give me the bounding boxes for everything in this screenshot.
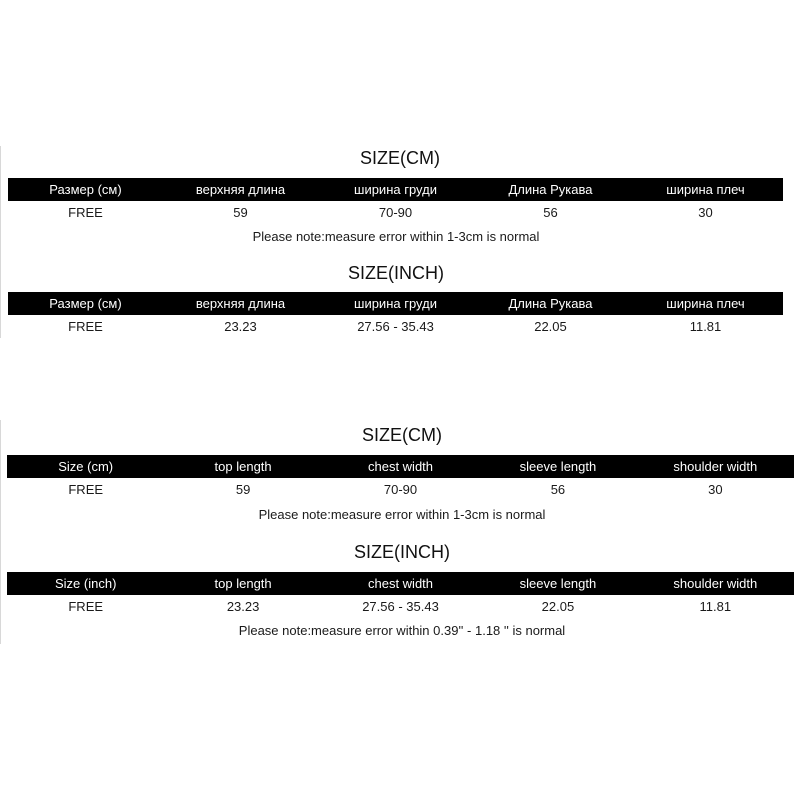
ru-inch-header-chest-width: ширина груди <box>354 296 437 311</box>
ru-inch-header-top-length: верхняя длина <box>195 296 286 311</box>
en-inch-header-row <box>7 572 794 595</box>
en-inch-header-chest-width: chest width <box>367 576 434 591</box>
ru-cm-cell-top-length: 59 <box>233 204 248 220</box>
ru-cm-header-chest-width: ширина груди <box>354 182 437 197</box>
en-cm-header-top-length: top length <box>214 459 272 474</box>
en-inch-cell-size: FREE <box>68 598 104 614</box>
ru-cm-cell-chest-width: 70-90 <box>378 204 413 220</box>
en-cm-header-sleeve-length: sleeve length <box>519 459 597 474</box>
en-cm-header-size: Size (cm) <box>58 459 114 474</box>
ru-cm-header-top-length: верхняя длина <box>195 182 286 197</box>
ru-cm-cell-size: FREE <box>68 204 103 220</box>
en-inch-header-shoulder-width: shoulder width <box>673 576 758 591</box>
en-cm-cell-size: FREE <box>68 481 104 497</box>
ru-cm-header-row <box>8 178 783 201</box>
ru-cm-cell-shoulder-width: 30 <box>698 204 713 220</box>
ru-inch-cell-sleeve-length: 22.05 <box>534 318 567 334</box>
en-cm-header-shoulder-width: shoulder width <box>673 459 758 474</box>
ru-inch-cell-top-length: 23.23 <box>224 318 257 334</box>
ru-inch-data-row <box>8 316 783 336</box>
en-cm-data-row <box>7 479 794 499</box>
ru-inch-header-sleeve-length: Длина Рукава <box>508 296 593 311</box>
en-cm-title: SIZE(CM) <box>362 425 442 445</box>
ru-inch-header-row <box>8 292 783 315</box>
en-cm-cell-sleeve-length: 56 <box>550 481 566 497</box>
ru-cm-note: Please note:measure error within 1-3cm is normal <box>252 229 540 244</box>
ru-cm-header-sleeve-length: Длина Рукава <box>508 182 593 197</box>
ru-inch-title: SIZE(INCH) <box>348 263 444 283</box>
ru-inch-header-size: Размер (см) <box>49 296 122 311</box>
en-inch-data-row <box>7 596 794 616</box>
ru-cm-header-size: Размер (см) <box>49 182 122 197</box>
en-inch-cell-top-length: 23.23 <box>226 598 260 614</box>
en-inch-header-size: Size (inch) <box>54 576 117 591</box>
en-inch-title: SIZE(INCH) <box>354 542 450 562</box>
en-cm-cell-shoulder-width: 30 <box>708 481 723 497</box>
en-inch-cell-sleeve-length: 22.05 <box>541 598 575 614</box>
en-cm-header-row <box>7 455 794 478</box>
en-cm-header-chest-width: chest width <box>367 459 434 474</box>
en-cm-cell-chest-width: 70-90 <box>383 481 418 497</box>
ru-inch-cell-shoulder-width: 11.81 <box>689 318 722 334</box>
left-edge-line <box>0 420 1 644</box>
en-inch-cell-shoulder-width: 11.81 <box>699 598 732 614</box>
ru-inch-cell-chest-width: 27.56 - 35.43 <box>357 318 434 334</box>
en-inch-note: Please note:measure error within 0.39'' - 1.18 '' is normal <box>238 623 566 638</box>
ru-cm-header-shoulder-width: ширина плеч <box>666 182 745 197</box>
ru-cm-title: SIZE(CM) <box>360 148 440 168</box>
en-inch-cell-chest-width: 27.56 - 35.43 <box>362 598 439 614</box>
en-cm-cell-top-length: 59 <box>235 481 251 497</box>
ru-cm-cell-sleeve-length: 56 <box>543 204 558 220</box>
ru-inch-cell-size: FREE <box>68 318 103 334</box>
ru-inch-header-shoulder-width: ширина плеч <box>666 296 745 311</box>
ru-cm-data-row <box>8 202 783 222</box>
en-inch-header-sleeve-length: sleeve length <box>519 576 597 591</box>
en-cm-note: Please note:measure error within 1-3cm is normal <box>258 507 546 522</box>
en-inch-header-top-length: top length <box>214 576 272 591</box>
